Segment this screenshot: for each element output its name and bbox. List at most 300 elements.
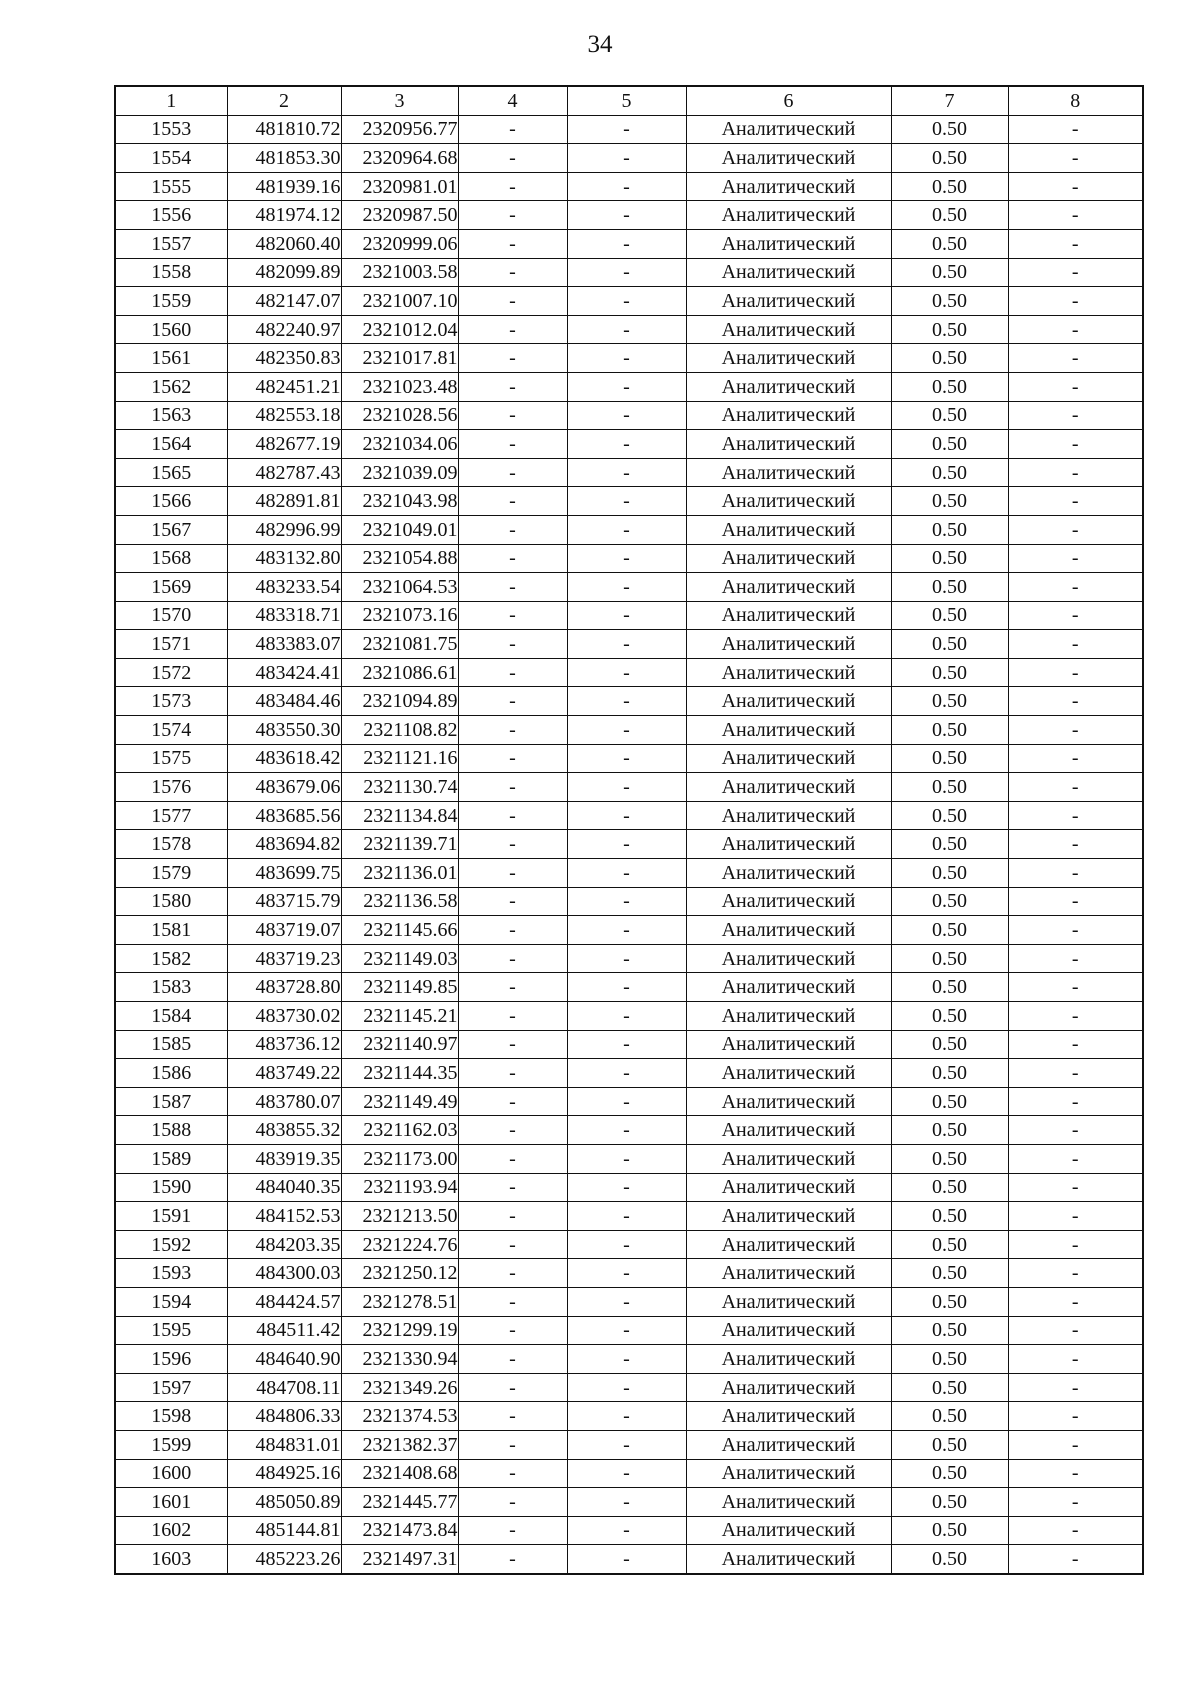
table-cell: 0.50 [891,1173,1008,1202]
table-cell: 0.50 [891,1116,1008,1145]
table-cell: - [1008,458,1143,487]
table-cell: 483780.07 [227,1087,341,1116]
table-cell: - [567,573,686,602]
table-cell: - [567,887,686,916]
table-cell: 2321149.85 [341,973,458,1002]
table-cell: - [458,1087,567,1116]
table-cell: 1588 [115,1116,227,1145]
table-cell: 1601 [115,1488,227,1517]
table-cell: 483855.32 [227,1116,341,1145]
table-cell: - [567,630,686,659]
table-row [115,1545,1143,1574]
table-cell: 1582 [115,944,227,973]
table-cell: - [567,430,686,459]
table-cell: 2321193.94 [341,1173,458,1202]
table-row [115,1402,1143,1431]
table-cell: 1585 [115,1030,227,1059]
table-cell: - [567,1488,686,1517]
table-cell: - [567,1116,686,1145]
table-cell: 1578 [115,830,227,859]
table-cell: - [458,1459,567,1488]
table-cell: 483424.41 [227,658,341,687]
table-cell: Аналитический [686,315,891,344]
table-cell: - [567,1373,686,1402]
table-row [115,973,1143,1002]
table-cell: - [458,487,567,516]
table-cell: - [458,372,567,401]
table-cell: 0.50 [891,830,1008,859]
table-cell: - [458,630,567,659]
table-cell: 2321149.49 [341,1087,458,1116]
table-cell: 2321073.16 [341,601,458,630]
table-row [115,1345,1143,1374]
table-cell: 483749.22 [227,1059,341,1088]
table-cell: - [1008,372,1143,401]
column-header: 6 [686,86,891,115]
table-row [115,601,1143,630]
table-cell: - [567,315,686,344]
table-cell: - [567,916,686,945]
table-cell: - [567,716,686,745]
table-cell: - [1008,687,1143,716]
table-cell: - [1008,1516,1143,1545]
table-row [115,1287,1143,1316]
table-cell: 483919.35 [227,1144,341,1173]
table-cell: 481974.12 [227,201,341,230]
table-cell: 2321224.76 [341,1230,458,1259]
table-cell: 1587 [115,1087,227,1116]
table-cell: - [567,229,686,258]
table-cell: Аналитический [686,916,891,945]
table-cell: - [458,801,567,830]
table-cell: - [1008,258,1143,287]
table-cell: - [567,1287,686,1316]
table-cell: 0.50 [891,544,1008,573]
table-cell: 483618.42 [227,744,341,773]
table-row [115,201,1143,230]
column-header: 7 [891,86,1008,115]
table-cell: - [1008,1430,1143,1459]
table-cell: Аналитический [686,258,891,287]
table-cell: 1576 [115,773,227,802]
table-row [115,172,1143,201]
table-cell: - [567,115,686,144]
table-cell: 0.50 [891,1545,1008,1574]
table-cell: - [1008,1316,1143,1345]
table-cell: 484203.35 [227,1230,341,1259]
table-cell: 0.50 [891,258,1008,287]
table-cell: 1570 [115,601,227,630]
table-cell: Аналитический [686,287,891,316]
table-row [115,515,1143,544]
table-cell: 1591 [115,1202,227,1231]
table-cell: 0.50 [891,1345,1008,1374]
table-cell: - [458,1373,567,1402]
table-cell: Аналитический [686,944,891,973]
table-cell: - [567,372,686,401]
table-cell: 483550.30 [227,716,341,745]
table-cell: 0.50 [891,1230,1008,1259]
table-cell: 484806.33 [227,1402,341,1431]
table-cell: 0.50 [891,887,1008,916]
table-cell: - [1008,944,1143,973]
table-cell: Аналитический [686,1059,891,1088]
table-cell: Аналитический [686,1230,891,1259]
table-cell: - [458,1259,567,1288]
table-cell: 2321003.58 [341,258,458,287]
table-cell: 2321028.56 [341,401,458,430]
table-cell: 0.50 [891,515,1008,544]
table-row [115,1459,1143,1488]
column-header: 3 [341,86,458,115]
table-cell: - [567,658,686,687]
table-cell: - [458,201,567,230]
table-cell: Аналитический [686,687,891,716]
table-cell: - [458,973,567,1002]
table-cell: 2321139.71 [341,830,458,859]
table-cell: 1574 [115,716,227,745]
table-cell: 0.50 [891,687,1008,716]
table-cell: 0.50 [891,1259,1008,1288]
table-cell: - [458,544,567,573]
table-cell: 1599 [115,1430,227,1459]
table-cell: 1590 [115,1173,227,1202]
table-cell: 481939.16 [227,172,341,201]
table-cell: 1592 [115,1230,227,1259]
table-row [115,887,1143,916]
table-cell: - [567,515,686,544]
table-cell: 0.50 [891,1059,1008,1088]
coordinates-table [114,85,1144,1575]
table-cell: - [1008,515,1143,544]
table-cell: - [567,773,686,802]
table-cell: 482677.19 [227,430,341,459]
table-row [115,430,1143,459]
page-number: 34 [587,31,613,58]
table-cell: - [1008,973,1143,1002]
table-cell: 1596 [115,1345,227,1374]
table-row [115,944,1143,973]
table-cell: - [458,916,567,945]
table-cell: Аналитический [686,1316,891,1345]
table-cell: - [458,687,567,716]
table-cell: 2321374.53 [341,1402,458,1431]
table-cell: 1564 [115,430,227,459]
table-row [115,1488,1143,1517]
table-cell: 1555 [115,172,227,201]
table-cell: 0.50 [891,1488,1008,1517]
table-cell: 0.50 [891,1373,1008,1402]
table-cell: - [567,487,686,516]
table-cell: Аналитический [686,716,891,745]
table-cell: - [458,1488,567,1517]
table-cell: - [1008,1002,1143,1031]
table-cell: - [567,830,686,859]
table-cell: - [1008,630,1143,659]
table-cell: - [1008,658,1143,687]
table-cell: - [567,1259,686,1288]
table-cell: 1575 [115,744,227,773]
table-cell: Аналитический [686,1516,891,1545]
table-cell: 2321049.01 [341,515,458,544]
table-cell: 1568 [115,544,227,573]
table-cell: - [458,1116,567,1145]
table-cell: - [567,1516,686,1545]
table-cell: 483679.06 [227,773,341,802]
table-cell: Аналитический [686,1002,891,1031]
table-cell: 484831.01 [227,1430,341,1459]
table-cell: - [458,515,567,544]
table-cell: 1572 [115,658,227,687]
table-cell: 1563 [115,401,227,430]
table-row [115,372,1143,401]
table-row [115,258,1143,287]
table-cell: 484152.53 [227,1202,341,1231]
table-cell: 0.50 [891,1087,1008,1116]
table-cell: - [458,1030,567,1059]
table-row [115,487,1143,516]
table-cell: 483685.56 [227,801,341,830]
table-cell: - [1008,916,1143,945]
table-cell: 483383.07 [227,630,341,659]
table-cell: 0.50 [891,801,1008,830]
table-row [115,916,1143,945]
table-cell: Аналитический [686,1545,891,1574]
table-row [115,401,1143,430]
table-cell: - [1008,1545,1143,1574]
table-row [115,1202,1143,1231]
table-row [115,1144,1143,1173]
table-cell: 2321023.48 [341,372,458,401]
table-row [115,830,1143,859]
table-cell: 2321054.88 [341,544,458,573]
table-cell: 482451.21 [227,372,341,401]
table-cell: 2321134.84 [341,801,458,830]
table-cell: 2321145.66 [341,916,458,945]
table-cell: - [567,973,686,1002]
table-cell: - [567,1545,686,1574]
table-cell: - [1008,1144,1143,1173]
table-row [115,859,1143,888]
table-cell: - [458,1202,567,1231]
table-row [115,1059,1143,1088]
table-cell: 2321408.68 [341,1459,458,1488]
table-cell: - [567,544,686,573]
table-cell: Аналитический [686,630,891,659]
table-cell: 484300.03 [227,1259,341,1288]
table-cell: Аналитический [686,859,891,888]
table-cell: 0.50 [891,1202,1008,1231]
table-cell: Аналитический [686,458,891,487]
table-cell: 483318.71 [227,601,341,630]
table-cell: - [1008,1287,1143,1316]
table-row [115,1430,1143,1459]
table-cell: - [1008,830,1143,859]
table-cell: - [1008,1488,1143,1517]
table-cell: 2321064.53 [341,573,458,602]
table-cell: 0.50 [891,115,1008,144]
table-cell: - [567,1316,686,1345]
table-cell: - [1008,430,1143,459]
table-cell: 1589 [115,1144,227,1173]
table-cell: - [458,1287,567,1316]
table-cell: 2321349.26 [341,1373,458,1402]
table-row [115,287,1143,316]
table-cell: - [458,601,567,630]
table-cell: Аналитический [686,1287,891,1316]
table-cell: - [458,172,567,201]
table-cell: - [1008,887,1143,916]
table-cell: 2321136.01 [341,859,458,888]
table-cell: 0.50 [891,973,1008,1002]
table-cell: 1565 [115,458,227,487]
table-cell: 1600 [115,1459,227,1488]
table-row [115,1002,1143,1031]
table-cell: 2321140.97 [341,1030,458,1059]
table-cell: Аналитический [686,973,891,1002]
table-cell: 1562 [115,372,227,401]
table-cell: 0.50 [891,773,1008,802]
table-cell: 1597 [115,1373,227,1402]
table-cell: 1594 [115,1287,227,1316]
table-cell: 2321145.21 [341,1002,458,1031]
table-cell: - [567,801,686,830]
table-cell: - [1008,315,1143,344]
table-cell: - [458,458,567,487]
table-cell: 0.50 [891,401,1008,430]
table-cell: - [1008,344,1143,373]
table-cell: 2321034.06 [341,430,458,459]
table-cell: 481853.30 [227,144,341,173]
table-cell: 0.50 [891,573,1008,602]
table-cell: 2320987.50 [341,201,458,230]
table-cell: Аналитический [686,773,891,802]
table-cell: - [1008,601,1143,630]
table-cell: 482891.81 [227,487,341,516]
table-cell: - [458,1144,567,1173]
table-row [115,773,1143,802]
table-row [115,1259,1143,1288]
table-cell: 0.50 [891,172,1008,201]
table-cell: 485223.26 [227,1545,341,1574]
table-row [115,716,1143,745]
table-cell: - [1008,773,1143,802]
table-cell: 483132.80 [227,544,341,573]
table-cell: - [567,1002,686,1031]
table-cell: 2321108.82 [341,716,458,745]
table-cell: 485144.81 [227,1516,341,1545]
table-cell: - [567,1345,686,1374]
table-cell: - [567,1430,686,1459]
table-cell: 1602 [115,1516,227,1545]
table-cell: 2321173.00 [341,1144,458,1173]
column-header: 1 [115,86,227,115]
table-cell: - [567,944,686,973]
table-cell: - [458,115,567,144]
table-cell: - [458,1402,567,1431]
table-cell: 2321299.19 [341,1316,458,1345]
table-cell: 1583 [115,973,227,1002]
table-cell: - [458,258,567,287]
table-cell: 1557 [115,229,227,258]
table-cell: - [567,172,686,201]
table-cell: 2321086.61 [341,658,458,687]
table-cell: 0.50 [891,201,1008,230]
table-cell: - [1008,1202,1143,1231]
table-cell: 2321250.12 [341,1259,458,1288]
table-cell: 0.50 [891,1002,1008,1031]
table-cell: 0.50 [891,1144,1008,1173]
table-cell: Аналитический [686,544,891,573]
column-header: 5 [567,86,686,115]
table-cell: 0.50 [891,1316,1008,1345]
table-cell: - [1008,229,1143,258]
table-cell: 0.50 [891,630,1008,659]
table-cell: Аналитический [686,1430,891,1459]
table-cell: Аналитический [686,144,891,173]
table-cell: - [567,1402,686,1431]
table-cell: 1603 [115,1545,227,1574]
table-cell: 485050.89 [227,1488,341,1517]
table-row [115,658,1143,687]
table-cell: 2321162.03 [341,1116,458,1145]
table-cell: - [567,1087,686,1116]
table-cell: - [1008,1373,1143,1402]
table-cell: Аналитический [686,229,891,258]
table-cell: 0.50 [891,601,1008,630]
table-row [115,229,1143,258]
table-cell: Аналитический [686,887,891,916]
table-cell: 2321497.31 [341,1545,458,1574]
table-row [115,315,1143,344]
table-cell: 482553.18 [227,401,341,430]
table-cell: 484708.11 [227,1373,341,1402]
table-cell: 2321039.09 [341,458,458,487]
table-cell: Аналитический [686,1488,891,1517]
table-cell: 2320999.06 [341,229,458,258]
table-cell: 484040.35 [227,1173,341,1202]
table-cell: - [458,830,567,859]
table-cell: - [567,601,686,630]
table-cell: 481810.72 [227,115,341,144]
table-cell: 2321130.74 [341,773,458,802]
table-cell: - [1008,401,1143,430]
table-cell: 2321012.04 [341,315,458,344]
table-cell: - [458,1173,567,1202]
table-cell: - [567,201,686,230]
table-cell: - [567,1173,686,1202]
table-cell: 2321382.37 [341,1430,458,1459]
table-cell: Аналитический [686,1373,891,1402]
table-cell: 482350.83 [227,344,341,373]
table-cell: - [567,144,686,173]
table-cell: Аналитический [686,601,891,630]
table-cell: - [1008,487,1143,516]
table-cell: Аналитический [686,1402,891,1431]
table-header [115,86,1143,115]
table-cell: - [567,1059,686,1088]
table-row [115,1030,1143,1059]
table-cell: Аналитический [686,1459,891,1488]
table-cell: 0.50 [891,944,1008,973]
table-cell: Аналитический [686,1087,891,1116]
table-cell: - [1008,716,1143,745]
table-cell: Аналитический [686,372,891,401]
table-cell: 0.50 [891,287,1008,316]
table-cell: 2321121.16 [341,744,458,773]
table-cell: - [458,1516,567,1545]
table-cell: 1586 [115,1059,227,1088]
